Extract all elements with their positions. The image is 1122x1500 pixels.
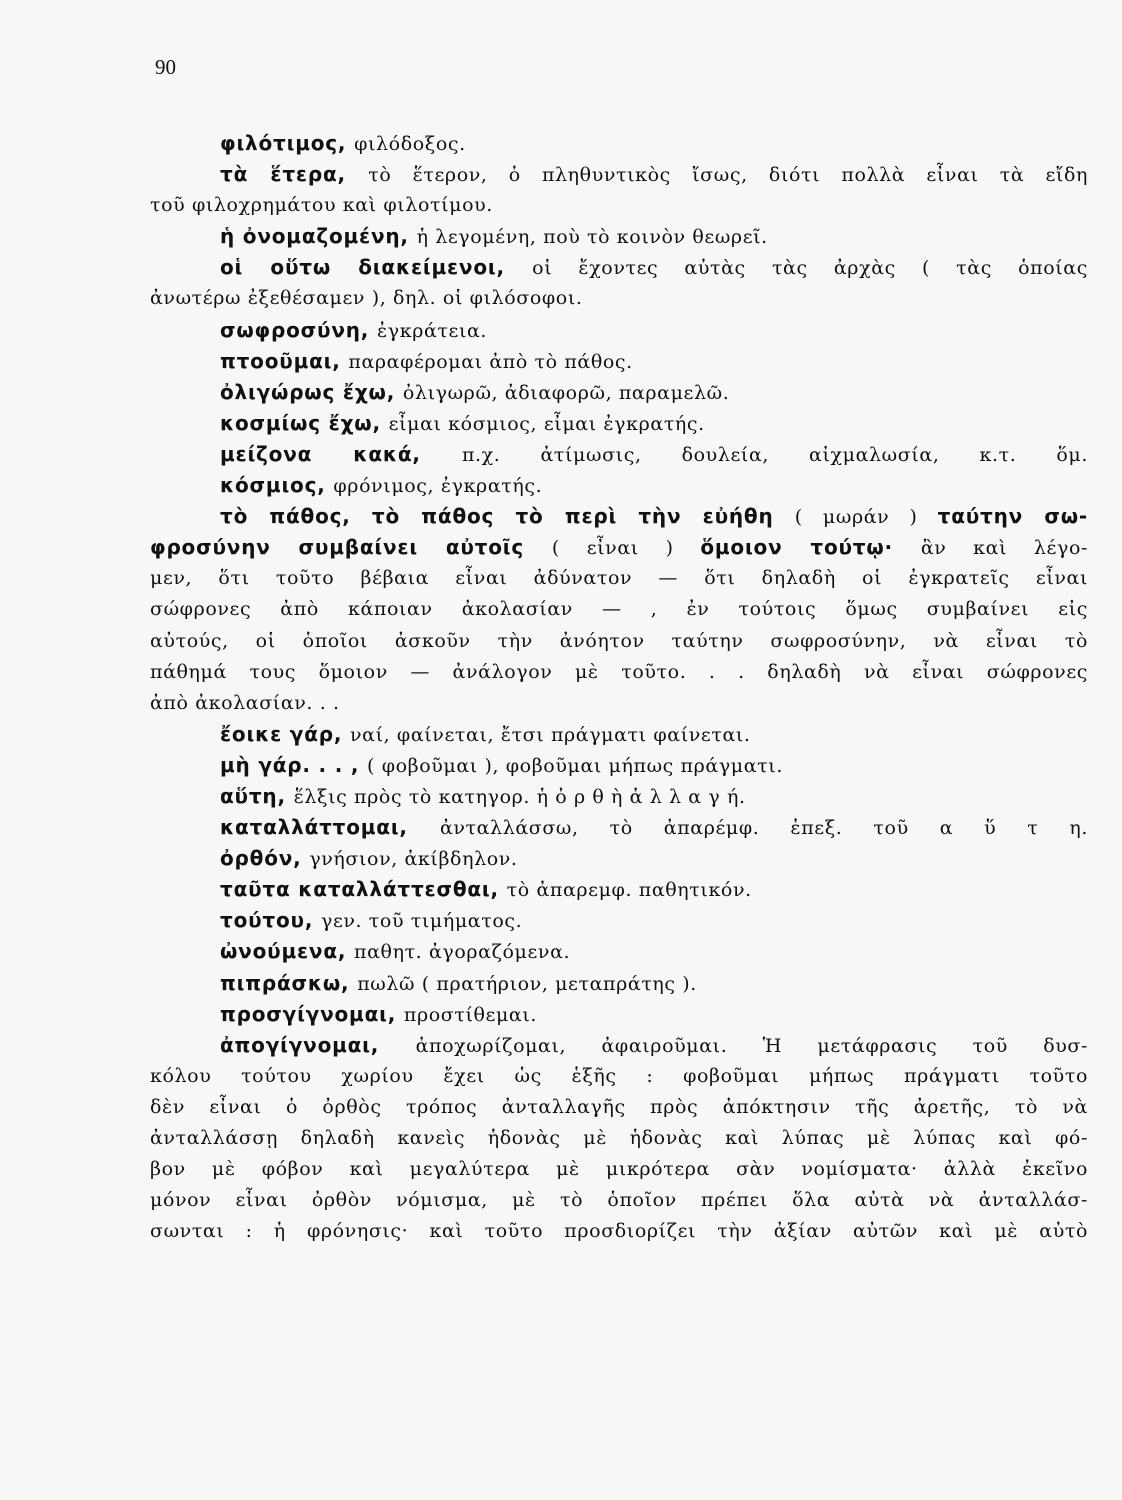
text-line [150,1092,1088,1123]
headword: ὀρθόν, [220,846,310,871]
gloss-text: δὲν εἶναι ὁ ὀρθὸς τρόπος ἀνταλλαγῆς πρὸς ἀπόκτησιν τῆς ἀρετῆς, τὸ νὰ [150,1095,1088,1118]
headword: ὅμοιον τούτῳ· [700,535,921,560]
gloss-text: ἀνωτέρω ἐξεθέσαμεν ), δηλ. οἱ φιλόσοφοι. [150,287,583,310]
text-line [150,688,1088,719]
text-line [150,936,1088,967]
gloss-text: τοῦ φιλοχρημάτου καὶ φιλοτίμου. [150,194,493,217]
headword: ὀλιγώρως ἔχω, [220,379,403,404]
gloss-text: σωνται : ἡ φρόνησις· καὶ τοῦτο προσδιορίζει τὴν ἀξίαν αὐτῶν καὶ μὲ αὐτὸ [150,1220,1088,1243]
headword: κοσμίως ἔχω, [220,410,389,435]
text-line [150,968,1088,999]
gloss-text: ( μωράν ) [794,506,938,529]
commentary-text [150,128,1088,1247]
text-line [150,719,1088,750]
text-line [150,501,1088,532]
headword: ἔοικε γάρ, [220,721,351,746]
headword: ὠνούμενα, [220,939,355,964]
headword: ἡ ὀνομαζομένη, [220,224,417,249]
text-line [150,221,1088,252]
text-line [150,874,1088,905]
headword: προσγίγνομαι, [220,1001,404,1026]
text-line [150,781,1088,812]
page-number: 90 [155,55,176,79]
gloss-text: κόλου τούτου χωρίου ἔχει ὡς ἑξῆς : φοβοῦμαι μήπως πράγματι τοῦτο [150,1064,1088,1087]
headword: τούτου, [220,908,321,933]
headword: ταῦτα καταλλάττεσθαι, [220,877,507,902]
headword: μείζονα κακά, [220,441,462,466]
headword: καταλλάττομαι, [220,815,440,840]
gloss-text: προστίθεμαι. [403,1003,538,1026]
headword: κόσμιος, [220,473,334,498]
headword: οἱ οὕτω διακείμενοι, [220,255,533,280]
gloss-text: ἀπὸ ἀκολασίαν. . . [150,691,340,714]
text-line [150,283,1088,314]
gloss-text: μόνον εἶναι ὀρθὸν νόμισμα, μὲ τὸ ὁποῖον πρέπει ὅλα αὐτὰ νὰ ἀνταλλάσ- [150,1189,1088,1212]
gloss-text: τὸ ἕτερον, ὁ πληθυντικὸς ἴσως, διότι πολλὰ εἶναι τὰ εἴδη [368,164,1088,187]
gloss-text: εἶμαι κόσμιος, εἶμαι ἐγκρατής. [388,412,705,435]
text-line [150,1216,1088,1247]
headword: αὕτη, [220,783,294,808]
text-line [150,377,1088,408]
text-line [150,657,1088,688]
headword: φροσύνην συμβαίνει αὐτοῖς [150,535,552,560]
gloss-text: ἀποχωρίζομαι, ἀφαιροῦμαι. Ἡ μετάφρασις τοῦ δυσ- [415,1034,1088,1057]
text-line [150,843,1088,874]
text-line [150,999,1088,1030]
gloss-text: αὐτούς, οἱ ὁποῖοι ἀσκοῦν τὴν ἀνόητον ταύτην σωφροσύνην, νὰ εἶναι τὸ [150,629,1088,652]
gloss-text: ( εἶναι ) [551,537,701,560]
headword: ταύτην σω- [937,504,1089,529]
gloss-text: ὀλιγωρῶ, ἀδιαφορῶ, παραμελῶ. [402,381,730,404]
gloss-text: βον μὲ φόβον καὶ μεγαλύτερα μὲ μικρότερα σὰν νομίσματα· ἀλλὰ ἐκεῖνο [150,1158,1088,1181]
text-line [150,532,1088,563]
text-line [150,252,1088,283]
gloss-text: ( φοβοῦμαι ), φοβοῦμαι μήπως πράγματι. [367,754,783,777]
gloss-text: σώφρονες ἀπὸ κάποιαν ἀκολασίαν — , ἐν τούτοις ὅμως συμβαίνει εἰς [150,598,1088,621]
gloss-text: ἐγκράτεια. [376,319,488,342]
text-line [150,470,1088,501]
text-line [150,159,1088,190]
gloss-text: πωλῶ ( πρατήριον, μεταπράτης ). [357,972,697,995]
gloss-text: παθητ. ἀγοραζόμενα. [354,941,571,964]
gloss-text: πάθημά τους ὅμοιον — ἀνάλογον μὲ τοῦτο. . . δηλαδὴ νὰ εἶναι σώφρονες [150,660,1088,683]
gloss-text: ἡ λεγομένη, ποὺ τὸ κοινὸν θεωρεῖ. [416,226,768,249]
gloss-text: οἱ ἔχοντες αὐτὰς τὰς ἀρχὰς ( τὰς ὁποίας [532,257,1088,280]
text-line [150,1185,1088,1216]
text-line [150,812,1088,843]
headword: πιπράσκω, [220,970,358,995]
text-line [150,1123,1088,1154]
text-line [150,190,1088,221]
text-line [150,563,1088,594]
gloss-text: φιλόδοξος. [354,133,466,155]
gloss-text: ἂν καὶ λέγο- [920,537,1088,560]
text-line [150,750,1088,781]
text-line [150,128,1088,159]
gloss-text: ἀνταλλάσσῃ δηλαδὴ κανεὶς ἡδονὰς μὲ ἡδονὰς καὶ λύπας μὲ λύπας καὶ φό- [150,1127,1088,1149]
text-line [150,439,1088,470]
text-line [150,1154,1088,1185]
text-line [150,315,1088,346]
gloss-text: ναί, φαίνεται, ἔτσι πράγματι φαίνεται. [350,723,751,746]
headword: σωφροσύνη, [220,317,377,342]
text-line [150,905,1088,936]
headword: πτοοῦμαι, [220,348,349,373]
headword: ἀπογίγνομαι, [220,1032,416,1057]
gloss-text: π.χ. ἀτίμωσις, δουλεία, αἰχμαλωσία, κ.τ. ὅμ. [461,443,1088,466]
gloss-text: φρόνιμος, ἐγκρατής. [333,475,543,498]
text-line [150,626,1088,657]
gloss-text: ἕλξις πρὸς τὸ κατηγορ. ἡ ὀ ρ θ ὴ ἀ λ λ α γ ή. [293,785,746,808]
text-line [150,346,1088,377]
text-line [150,1061,1088,1092]
headword: φιλότιμος, [220,131,355,155]
text-line [150,1030,1088,1061]
gloss-text: τὸ ἀπαρεμφ. παθητικόν. [506,879,752,902]
gloss-text: παραφέρομαι ἀπὸ τὸ πάθος. [348,350,633,373]
text-line [150,408,1088,439]
gloss-text: γεν. τοῦ τιμήματος. [320,910,523,933]
headword: τὸ πάθος, τὸ πάθος τὸ περὶ τὴν εὐήθη [220,504,795,529]
gloss-text: ἀνταλλάσσω, τὸ ἀπαρέμφ. ἐπεξ. τοῦ α ὕ τ η. [439,817,1088,840]
text-line [150,594,1088,625]
headword: μὴ γάρ. . . , [220,752,368,777]
gloss-text: γνήσιον, ἀκίβδηλον. [309,848,518,871]
headword: τὰ ἕτερα, [220,162,369,187]
gloss-text: μεν, ὅτι τοῦτο βέβαια εἶναι ἀδύνατον — ὅτι δηλαδὴ οἱ ἐγκρατεῖς εἶναι [150,567,1088,590]
